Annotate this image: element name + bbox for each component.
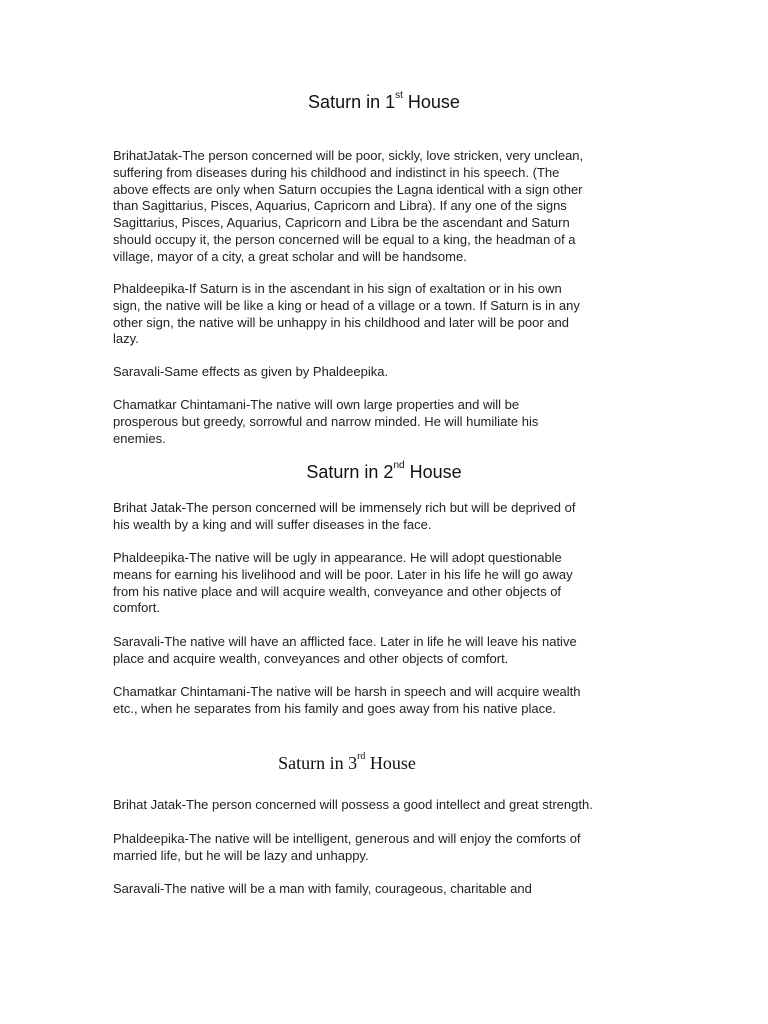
paragraph — [113, 364, 673, 381]
text-line: sign, the native will be like a king or head of a village or a town. If Saturn is in any — [113, 297, 580, 313]
paragraph — [113, 831, 673, 865]
text-line: Brihat Jatak-The person concerned will be immensely rich but will be deprived of — [113, 500, 576, 515]
text-line: comfort. — [113, 600, 160, 616]
text-line: Sagittarius, Pisces, Aquarius, Capricorn and Libra be the ascendant and Saturn — [113, 215, 570, 231]
heading-text: House — [402, 92, 460, 112]
section-heading — [0, 462, 768, 483]
text-line: suffering from diseases during his childhood and indistinct in his speech. (The — [113, 164, 560, 180]
text-line: Brihat Jatak-The person concerned will possess a good intellect and great strength. — [113, 797, 593, 812]
text-line: etc., when he separates from his family and goes away from his native place. — [113, 700, 556, 716]
paragraph — [113, 881, 673, 898]
text-line: other sign, the native will be unhappy in his childhood and later will be poor and — [113, 314, 570, 330]
text-line: Phaldeepika-If Saturn is in the ascendant in his sign of exaltation or in his own — [113, 281, 562, 296]
text-line: means for earning his livelihood and will be poor. Later in his life he will go away — [113, 566, 573, 582]
paragraph — [113, 397, 673, 447]
paragraph — [113, 797, 673, 814]
heading-text: Saturn in 1 — [308, 92, 396, 112]
heading-text: House — [365, 753, 416, 773]
text-line: Saravali-The native will have an afflicted face. Later in life he will leave his native — [113, 634, 577, 649]
text-line: Phaldeepika-The native will be ugly in appearance. He will adopt questionable — [113, 550, 562, 565]
heading-text: rd — [357, 751, 366, 762]
text-line: enemies. — [113, 430, 166, 446]
text-line: than Sagittarius, Pisces, Aquarius, Capricorn and Libra). If any one of the signs — [113, 198, 567, 214]
text-line: his wealth by a king and will suffer diseases in the face. — [113, 516, 432, 532]
heading-text: Saturn in 2 — [306, 462, 394, 482]
text-line: Chamatkar Chintamani-The native will be harsh in speech and will acquire wealth — [113, 684, 581, 699]
text-line: prosperous but greedy, sorrowful and narrow minded. He will humiliate his — [113, 413, 539, 429]
paragraph — [113, 684, 673, 718]
heading-text: Saturn in 3 — [278, 753, 358, 773]
text-line: above effects are only when Saturn occupies the Lagna identical with a sign other — [113, 181, 583, 197]
text-line: from his native place and will acquire wealth, conveyance and other objects of — [113, 583, 562, 599]
section-heading — [0, 92, 768, 113]
heading-text: nd — [393, 460, 405, 471]
paragraph — [113, 550, 673, 617]
text-line: Saravali-The native will be a man with family, courageous, charitable and — [113, 881, 532, 896]
text-line: lazy. — [113, 331, 139, 347]
text-line: Chamatkar Chintamani-The native will own large properties and will be — [113, 397, 520, 412]
section-heading — [0, 753, 731, 774]
heading-text: House — [404, 462, 462, 482]
text-line: should occupy it, the person concerned will be equal to a king, the headman of a — [113, 231, 576, 247]
text-line: Saravali-Same effects as given by Phaldeepika. — [113, 364, 389, 379]
heading-text: st — [395, 90, 403, 101]
text-line: Phaldeepika-The native will be intelligent, generous and will enjoy the comforts of — [113, 831, 581, 846]
text-line: BrihatJatak-The person concerned will be poor, sickly, love stricken, very unclean, — [113, 148, 584, 163]
paragraph — [113, 148, 673, 266]
text-line: village, mayor of a city, a great scholar and will be handsome. — [113, 248, 467, 264]
paragraph — [113, 634, 673, 668]
text-line: place and acquire wealth, conveyances and other objects of comfort. — [113, 650, 509, 666]
paragraph — [113, 281, 673, 348]
text-line: married life, but he will be lazy and unhappy. — [113, 847, 369, 863]
paragraph — [113, 500, 673, 534]
